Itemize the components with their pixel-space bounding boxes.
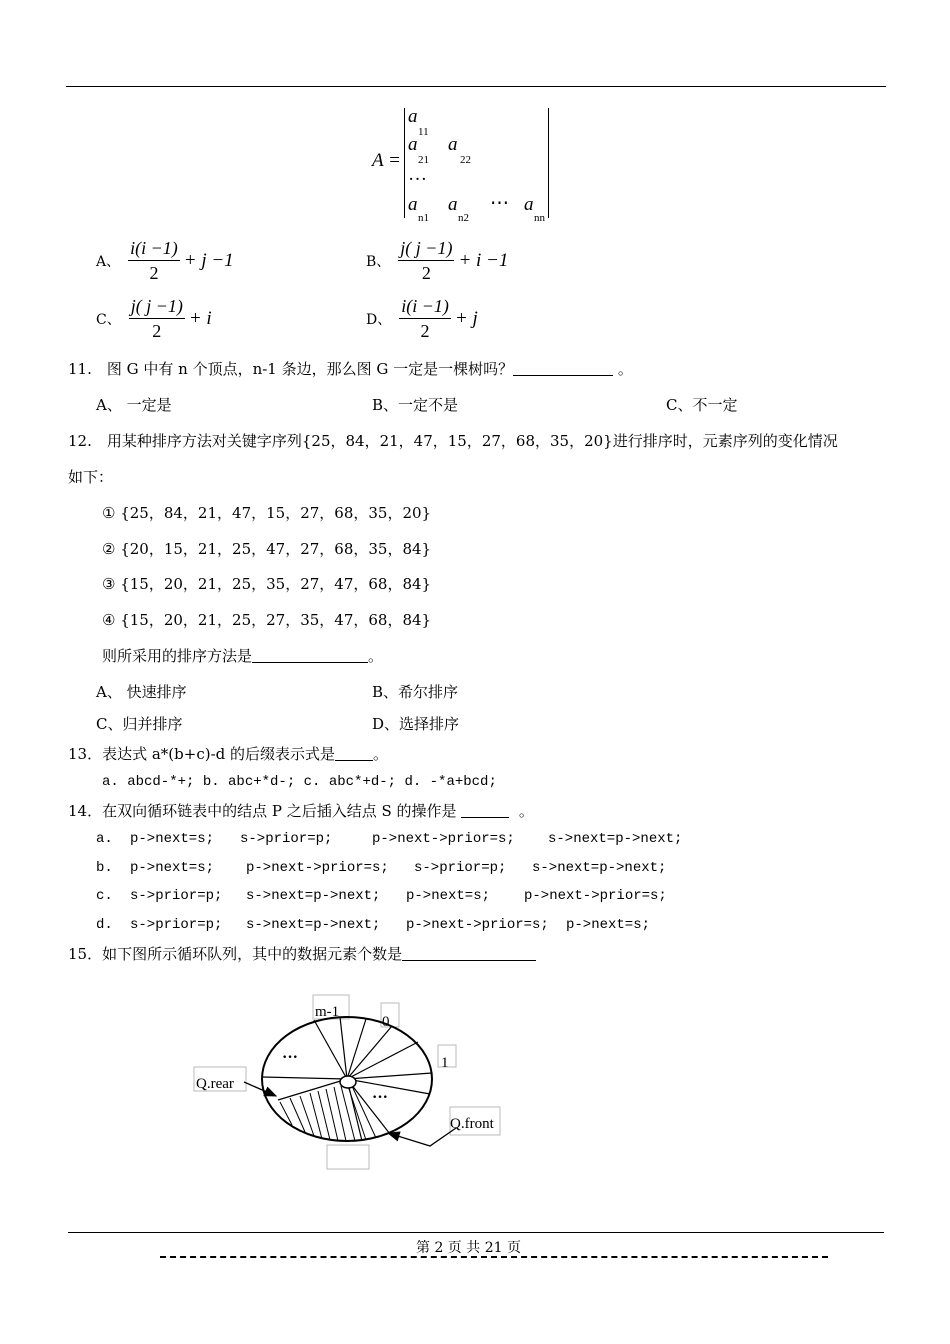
label-rear: Q.rear <box>196 1076 234 1092</box>
label-0: 0 <box>382 1014 390 1030</box>
q12-option-b[interactable]: B、希尔排序 <box>372 683 459 701</box>
matrix-cdots: ⋯ <box>490 193 509 214</box>
q11-question: 11. 图 G 中有 n 个顶点，n-1 条边，那么图 G 一定是一棵树吗？ 。 <box>68 360 633 378</box>
q10-option-b[interactable]: B、 $\frac{j( j -1)}{2}$ + i −1 <box>366 238 509 283</box>
matrix-entry-sub: nn <box>534 212 545 224</box>
footer-rule <box>68 1232 884 1233</box>
label-front: Q.front <box>450 1116 494 1132</box>
matrix-entry: a <box>448 194 458 215</box>
q13-question: 13．表达式 a*(b+c)-d 的后缀表示式是 。 <box>68 745 389 763</box>
q12-step-4: ④ {15，20，21，25，27，35，47，68，84} <box>102 611 432 629</box>
matrix-lhs: A = <box>372 150 401 171</box>
matrix-entry-sub: 22 <box>460 154 471 166</box>
front-arrow <box>388 1128 456 1146</box>
q10-option-c[interactable]: C、 $\frac{j( j -1)}{2}$ + i <box>96 296 212 341</box>
matrix-vdots: … <box>408 164 427 185</box>
page-number: 第 2 页 共 21 页 <box>416 1240 521 1256</box>
label-dots-right: ··· <box>372 1089 389 1106</box>
matrix-entry: a <box>408 134 418 155</box>
label-1: 1 <box>441 1055 449 1071</box>
queue-hub <box>340 1076 356 1088</box>
q12-question-line1: 12. 用某种排序方法对关键字序列{25，84，21，47，15，27，68，35，20}进行排序时，元素序列的变化情况 <box>68 432 838 450</box>
matrix-entry-sub: n2 <box>458 212 469 224</box>
rear-arrow <box>244 1082 276 1096</box>
matrix-entry: a <box>408 106 418 127</box>
matrix-entry: a <box>408 194 418 215</box>
matrix-entry: a <box>448 134 458 155</box>
matrix-entry: a <box>524 194 534 215</box>
matrix-entry-sub: 11 <box>418 126 429 138</box>
q12-step-1: ① {25，84，21，47，15，27，68，35，20} <box>102 504 432 522</box>
q12-step-2: ② {20，15，21，25，47，27，68，35，84} <box>102 540 432 558</box>
q12-option-a[interactable]: A、 快速排序 <box>96 683 187 701</box>
label-dots-left: ··· <box>282 1049 299 1066</box>
q11-option-a[interactable]: A、 一定是 <box>96 396 172 414</box>
q11-option-c[interactable]: C、不一定 <box>666 396 738 414</box>
q11-option-b[interactable]: B、一定不是 <box>372 396 459 414</box>
q13-options: a. abcd-*+; b. abc+*d-; c. abc*+d-; d. -*a+bcd; <box>102 774 497 790</box>
q14-question: 14．在双向循环链表中的结点 P 之后插入结点 S 的操作是 。 <box>68 802 534 820</box>
q12-option-c[interactable]: C、归并排序 <box>96 715 183 733</box>
footer-dashed-line <box>160 1256 828 1258</box>
label-box-bottom <box>327 1145 369 1169</box>
matrix-entry-sub: n1 <box>418 212 429 224</box>
q12-question-line2: 如下： <box>68 468 114 486</box>
q15-question: 15．如下图所示循环队列，其中的数据元素个数是 <box>68 945 536 963</box>
q12-ask: 则所采用的排序方法是 。 <box>102 647 384 665</box>
q10-option-d[interactable]: D、 $\frac{i(i -1)}{2}$ + j <box>366 296 478 341</box>
q12-step-3: ③ {15，20，21，25，35，27，47，68，84} <box>102 575 432 593</box>
matrix-entry-sub: 21 <box>418 154 429 166</box>
label-m1: m-1 <box>315 1004 340 1020</box>
q12-option-d[interactable]: D、选择排序 <box>372 715 460 733</box>
q10-option-a[interactable]: A、 $\frac{i(i -1)}{2}$ + j −1 <box>96 238 234 283</box>
